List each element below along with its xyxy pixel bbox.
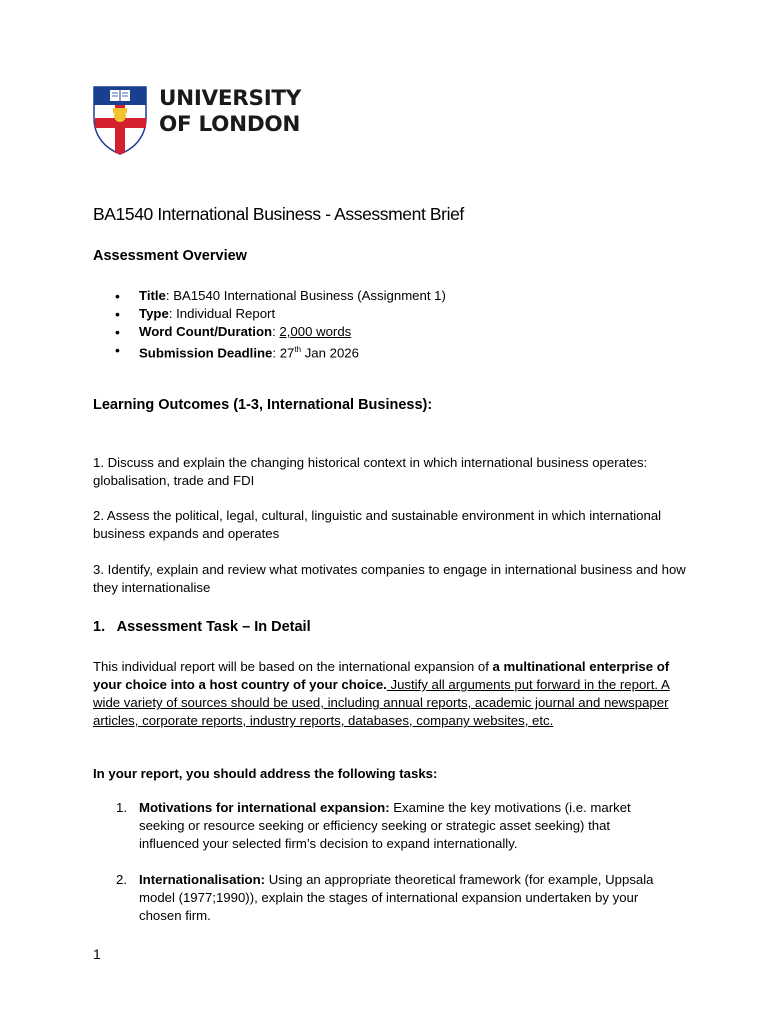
overview-label: Type [139,306,169,321]
intro-text: This individual report will be based on the international expansion of [93,659,493,674]
learning-outcome-3: 3. Identify, explain and review what motivates companies to engage in international business and how they internationalise [93,562,686,595]
overview-value: 2,000 words [279,324,352,339]
task-text: Examine the key motivations (i.e. market seeking or resource seeking or efficiency seeking or strategic asset seeking) that influenced your selected firm’s decision to expand internationally. [139,800,631,851]
list-item [93,341,446,359]
logo-line-1: UNIVERSITY [159,86,302,111]
ordinal-suffix: th [294,345,302,354]
overview-value: : Individual Report [168,306,276,321]
task-title: Internationalisation: [139,872,266,887]
learning-outcome-2: 2. Assess the political, legal, cultural, linguistic and sustainable environment in which international business expands and operates [93,508,662,541]
task-number: 1. [116,800,127,815]
learning-outcomes-heading: Learning Outcomes (1-3, International Business): [93,397,433,413]
list-item [93,871,673,925]
intro-underlined: Justify all arguments put forward in the report. A wide variety of sources should be used, including annual reports, academic journal and newspaper articles, corporate reports, industry reports, databases, company websites, etc. [93,677,670,728]
task-heading: 1. Assessment Task – In Detail [93,619,311,635]
list-item [93,799,673,853]
task-number: 2. [116,872,127,887]
list-item [93,287,446,305]
list-item [93,323,446,341]
tasks-list [93,799,673,943]
list-item [93,305,446,323]
task-text: Using an appropriate theoretical framework (for example, Uppsala model (1977;1990)), explain the stages of international expansion undertaken by your chosen firm. [139,872,654,923]
overview-label: Title [139,288,166,303]
learning-outcome-1: 1. Discuss and explain the changing historical context in which international business operates: globalisation, trade and FDI [93,455,648,488]
tasks-heading: In your report, you should address the following tasks: [93,766,438,781]
overview-value: : BA1540 International Business (Assignment 1) [165,288,446,303]
task-intro [93,658,673,730]
overview-separator: : [272,324,280,339]
overview-list [93,287,446,359]
logo-line-2: OF LONDON [159,112,301,137]
overview-label: Word Count/Duration [139,324,273,339]
overview-label: Submission Deadline [139,345,273,361]
document-title: BA1540 International Business - Assessment Brief [93,204,464,224]
overview-value-rest: Jan 2026 [301,345,359,361]
page-number: 1 [93,946,101,962]
intro-bold: a multinational enterprise of your choice into a host country of your choice. [93,659,670,692]
university-of-london-logo [93,86,313,156]
overview-heading: Assessment Overview [93,248,247,264]
task-title: Motivations for international expansion: [139,800,390,815]
overview-value: : 27 [272,345,295,361]
crest-icon [93,86,149,156]
